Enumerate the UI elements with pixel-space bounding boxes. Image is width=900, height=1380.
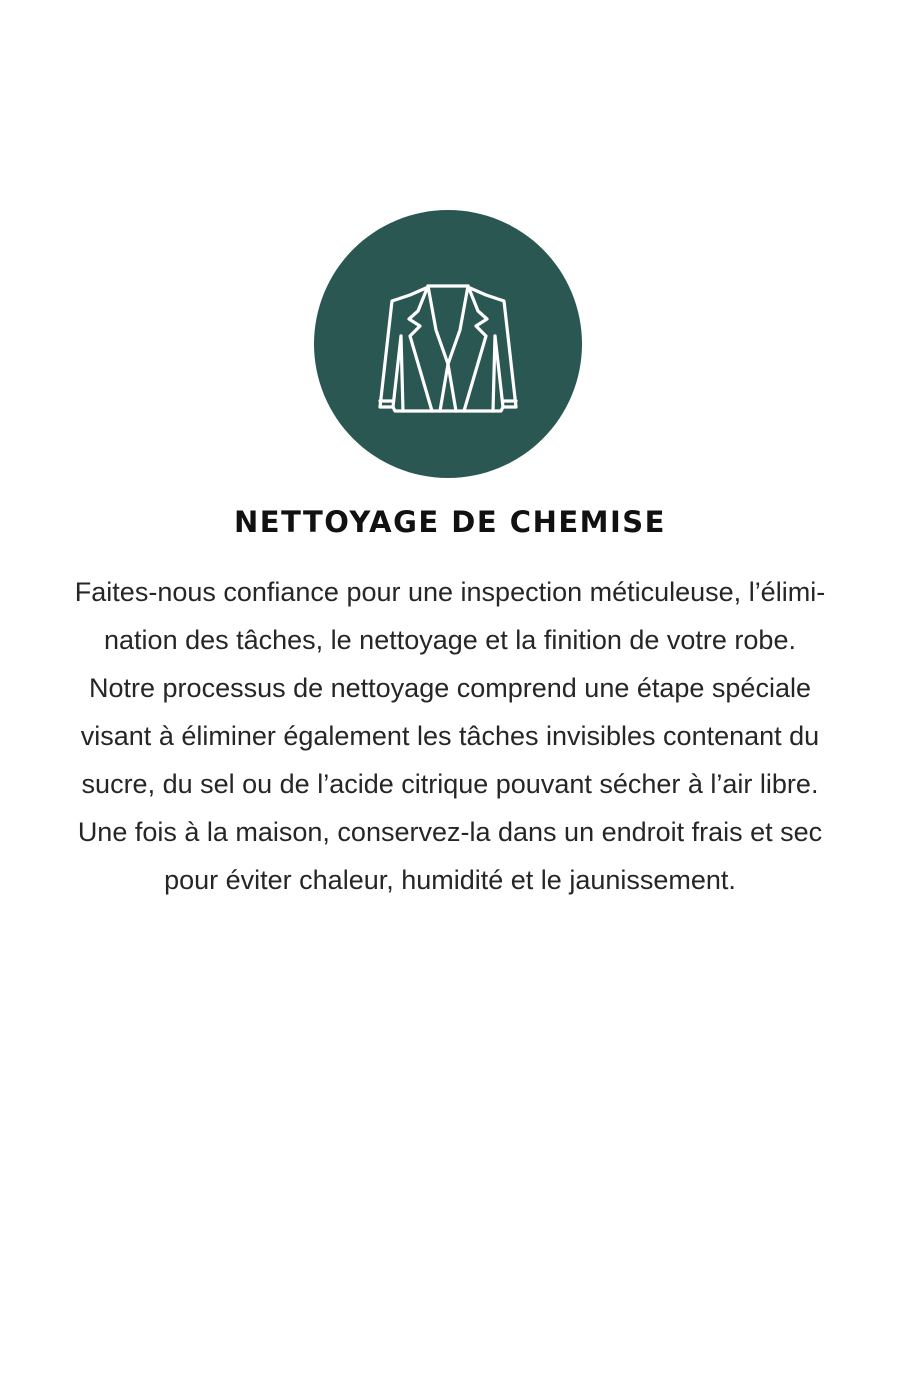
service-title: NETTOYAGE DE CHEMISE <box>234 505 666 539</box>
icon-badge <box>314 210 582 478</box>
jacket-icon <box>368 264 528 424</box>
description-line: nation des tâches, le nettoyage et la finition de votre robe. <box>104 625 796 655</box>
description-line: Faites-nous confiance pour une inspection méticuleuse, l’élimi- <box>74 577 826 607</box>
description-line: Notre processus de nettoyage comprend une étape spéciale <box>89 673 811 703</box>
description-line: Une fois à la maison, conservez-la dans un endroit frais et sec <box>77 817 823 847</box>
description-line: visant à éliminer également les tâches invisibles contenant du <box>80 721 820 751</box>
service-description <box>18 568 882 904</box>
description-line: pour éviter chaleur, humidité et le jaunissement. <box>164 865 736 895</box>
description-line: sucre, du sel ou de l’acide citrique pouvant sécher à l’air libre. <box>81 769 819 799</box>
